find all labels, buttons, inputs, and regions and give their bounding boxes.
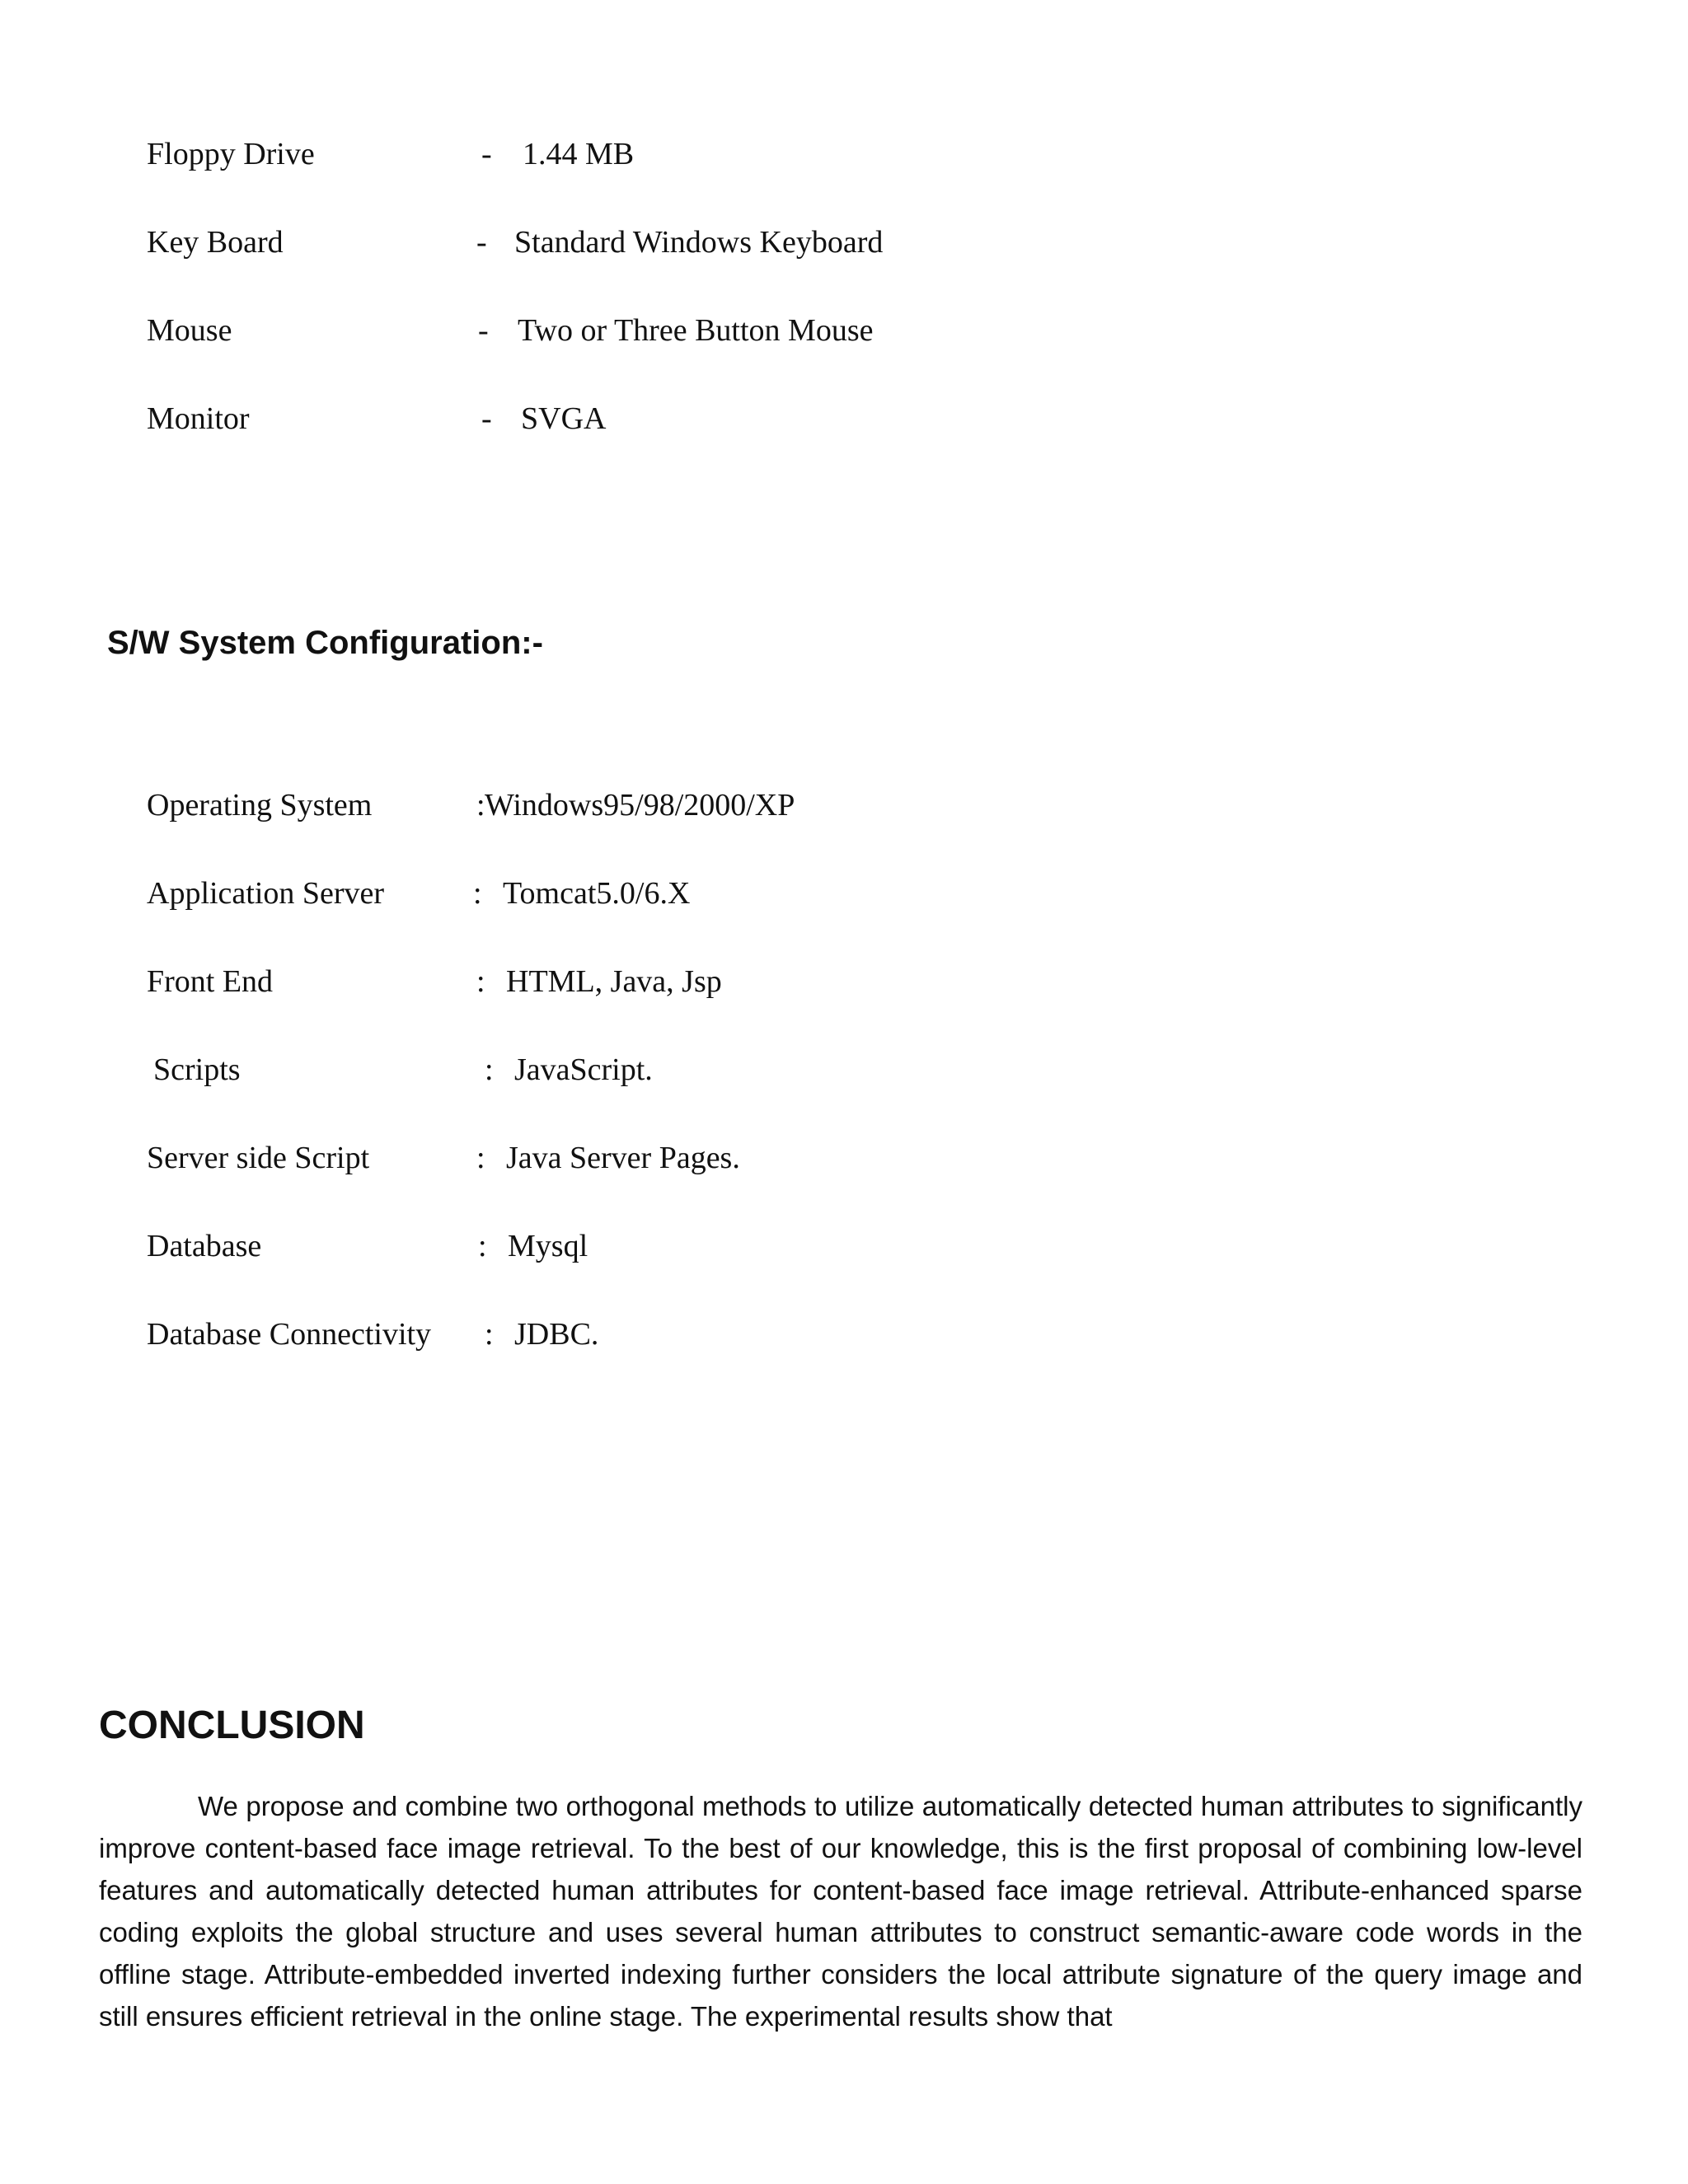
sw-row-front-end <box>0 966 1154 1007</box>
sw-config-heading: S/W System Configuration:- <box>107 625 543 661</box>
hw-value: Two or Three Button Mouse <box>518 313 874 348</box>
sw-row-operating-system <box>0 790 1154 831</box>
hw-separator: - <box>481 137 492 171</box>
hw-separator: - <box>476 225 487 260</box>
hw-value: 1.44 MB <box>523 137 635 171</box>
sw-separator: : <box>476 964 485 999</box>
hw-label: Key Board <box>147 225 284 260</box>
conclusion-heading: CONCLUSION <box>99 1704 365 1747</box>
sw-separator: : <box>476 1141 485 1175</box>
sw-row-server-side-script <box>0 1142 1154 1183</box>
sw-row-scripts <box>0 1054 1154 1095</box>
sw-value: Tomcat5.0/6.X <box>503 876 691 911</box>
hw-row-monitor <box>0 403 1154 444</box>
sw-label: Server side Script <box>147 1141 370 1175</box>
sw-label: Front End <box>147 964 274 999</box>
sw-label: Scripts <box>153 1052 241 1087</box>
sw-value: JDBC. <box>514 1317 599 1352</box>
sw-separator: : <box>485 1317 494 1352</box>
sw-row-database <box>0 1230 1154 1272</box>
sw-label: Database <box>147 1229 262 1263</box>
hw-label: Floppy Drive <box>147 137 315 171</box>
sw-value: Windows95/98/2000/XP <box>485 788 795 823</box>
sw-label: Application Server <box>147 876 385 911</box>
hw-label: Mouse <box>147 313 232 348</box>
sw-row-database-connectivity <box>0 1319 1154 1360</box>
hw-separator: - <box>481 401 492 436</box>
sw-separator: : <box>476 788 485 823</box>
hw-value: SVGA <box>521 401 607 436</box>
sw-row-application-server <box>0 878 1154 919</box>
sw-separator: : <box>478 1229 487 1263</box>
hw-row-mouse <box>0 315 1154 356</box>
sw-label: Database Connectivity <box>147 1317 432 1352</box>
hw-value: Standard Windows Keyboard <box>514 225 884 260</box>
hw-row-keyboard <box>0 227 1154 268</box>
sw-value: Java Server Pages. <box>506 1141 740 1175</box>
sw-value: Mysql <box>508 1229 588 1263</box>
conclusion-paragraph: We propose and combine two orthogonal methods to utilize automatically detected human attributes to significantly improve content-based face image retrieval. To the best of our knowledge, this is the first proposal of combining low-level features and automatically detected human attributes for content-based face image retrieval. Attribute-enhanced sparse coding exploits the global structure and uses several human attributes to construct semantic-aware code words in the offline stage. Attribute-embedded inverted indexing further considers the local attribute signature of the query image and still ensures efficient retrieval in the online stage. The experimental results show that <box>99 1791 1582 2032</box>
sw-value: HTML, Java, Jsp <box>506 964 722 999</box>
sw-separator: : <box>473 876 482 911</box>
sw-label: Operating System <box>147 788 373 823</box>
hw-separator: - <box>478 313 489 348</box>
hw-label: Monitor <box>147 401 250 436</box>
hw-row-floppy-drive <box>0 138 1154 180</box>
sw-value: JavaScript. <box>514 1052 653 1087</box>
sw-separator: : <box>485 1052 494 1087</box>
